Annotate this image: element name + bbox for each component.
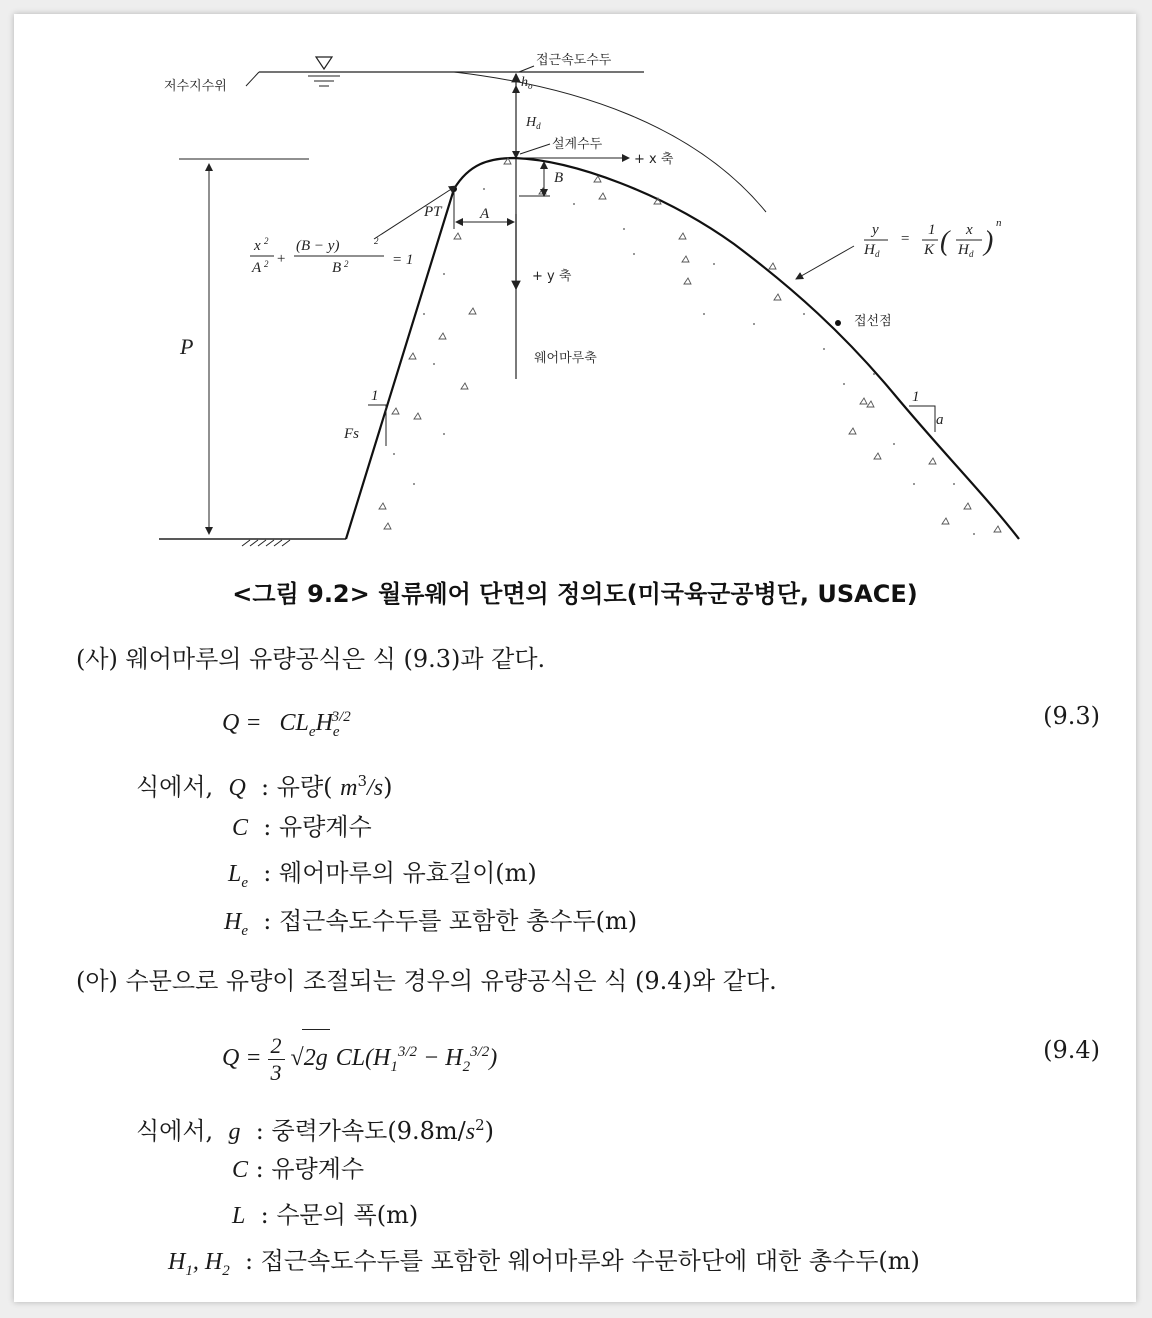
svg-text:B: B <box>332 260 342 276</box>
section-a-heading: (아) 수문으로 유량이 조절되는 경우의 유량공식은 식 (9.4)와 같다. <box>76 967 777 995</box>
def-le: $L_e$ : 웨어마루의 유효길이(m) <box>228 859 537 891</box>
equation-number-9-3: (9.3) <box>1043 702 1100 730</box>
svg-text:2: 2 <box>344 259 349 269</box>
def-he: $H_e$ : 접근속도수두를 포함한 총수두(m) <box>224 907 638 939</box>
svg-text:n: n <box>996 217 1002 229</box>
svg-text:A: A <box>252 260 262 276</box>
svg-text:(: ( <box>940 226 950 257</box>
svg-text:x: x <box>966 222 973 238</box>
equation-9-4: Q = $\frac{2}{3}$ √2g $CL(H_1^{3/2} - H_2^{3/2})$ <box>222 1024 497 1095</box>
svg-text:= 1: = 1 <box>392 252 414 268</box>
h0-symbol: $h_o$ <box>521 75 533 91</box>
svg-text:x: x <box>254 238 261 254</box>
def-l: L : 수문의 폭(m) <box>232 1201 419 1229</box>
p-dimension-label: P <box>180 334 194 359</box>
tangent-point <box>835 320 841 326</box>
svg-text:(B − y): (B − y) <box>296 238 340 254</box>
reservoir-level-label: 저수지수위 <box>164 79 227 94</box>
x-axis-label: + x 축 <box>634 152 674 167</box>
downstream-equation <box>863 217 1002 259</box>
svg-text:1: 1 <box>928 222 936 238</box>
where-label: 식에서, <box>136 773 214 801</box>
figure-caption: <그림 9.2> 월류웨어 단면의 정의도(미국육군공병단, USACE) <box>232 580 918 608</box>
weir-profile <box>346 158 1019 539</box>
svg-text:d: d <box>969 249 974 259</box>
def-q: 식에서, Q : 유량( $m^3/s$) <box>136 772 393 801</box>
weir-section-diagram <box>14 14 1136 559</box>
fs-label: Fs <box>344 426 359 442</box>
svg-text:d: d <box>875 249 880 259</box>
def-c2: C : 유량계수 <box>232 1155 365 1183</box>
approach-head-label: 접근속도수두 <box>536 53 612 68</box>
svg-text:=: = <box>900 231 911 247</box>
svg-text:K: K <box>924 242 935 258</box>
equation-9-3: $Q = CL_eH_e^{3/2}$ <box>222 709 351 740</box>
svg-text:+: + <box>276 251 287 267</box>
upstream-equation <box>250 236 413 276</box>
def-h1-h2: $H_1$, $H_2$ : 접근속도수두를 포함한 웨어마루와 수문하단에 대한 총수두(m) <box>168 1247 920 1279</box>
tangent-point-label: 접선점 <box>854 314 892 329</box>
pt-label: PT <box>424 204 442 220</box>
y-axis-label: + y 축 <box>532 269 572 284</box>
a-dimension-label: A <box>480 206 490 222</box>
b-dimension-label: B <box>554 170 564 186</box>
svg-text:): ) <box>984 226 994 257</box>
where-label: 식에서, <box>136 1117 214 1145</box>
section-sa-heading: (사) 웨어마루의 유량공식은 식 (9.3)과 같다. <box>76 645 546 673</box>
hd-symbol: $H_d$ <box>526 115 541 131</box>
svg-text:2: 2 <box>264 236 269 246</box>
slope-one-left: 1 <box>371 388 379 404</box>
slope-a-label: a <box>936 412 944 428</box>
document-page <box>14 14 1136 1302</box>
svg-text:y: y <box>872 222 879 238</box>
svg-text:H: H <box>958 242 969 258</box>
equation-number-9-4: (9.4) <box>1043 1036 1100 1064</box>
slope-one-right: 1 <box>912 389 920 405</box>
concrete-hatching <box>379 158 1001 532</box>
svg-text:2: 2 <box>374 236 379 246</box>
crest-axis-label: 웨어마루축 <box>534 351 597 366</box>
svg-text:H: H <box>864 242 875 258</box>
def-c: C : 유량계수 <box>232 813 372 841</box>
svg-text:2: 2 <box>264 259 269 269</box>
def-g: 식에서, g : 중력가속도$(9.8m/s^2)$ <box>136 1116 494 1145</box>
design-head-label: 설계수두 <box>552 137 603 152</box>
water-level-symbol <box>316 57 332 69</box>
energy-line <box>454 72 766 212</box>
